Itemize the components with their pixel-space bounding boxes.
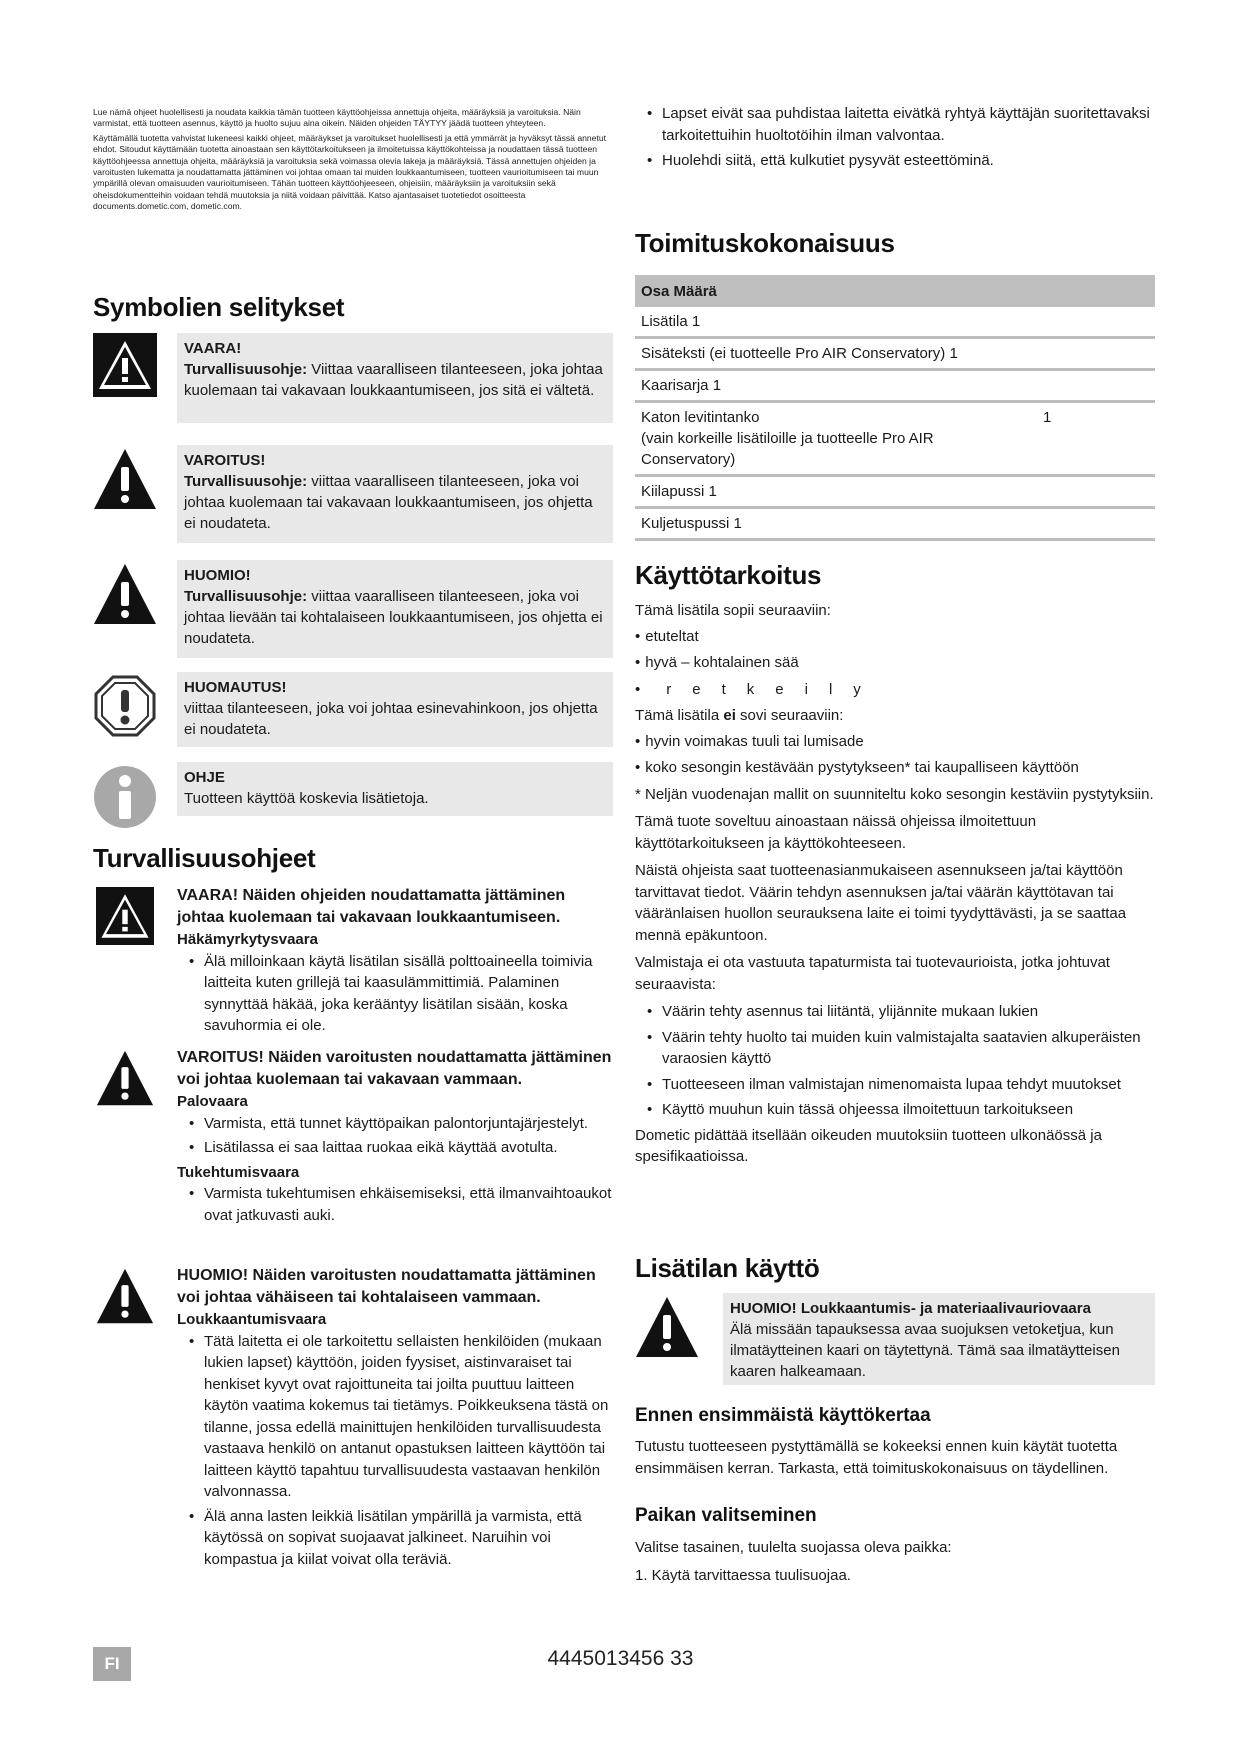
scope-row-2: Sisäteksti (ei tuotteelle Pro AIR Conservatory) 1 xyxy=(635,338,1155,370)
scope-row-6: Kuljetuspussi 1 xyxy=(635,508,1155,540)
purpose-liability-3: • Tuotteeseen ilman valmistajan nimenomaista lupaa tehdyt muutokset xyxy=(635,1074,1155,1096)
site-text: Valitse tasainen, tuulelta suojassa oleva paikka: xyxy=(635,1539,952,1556)
purpose-not-bold: ei xyxy=(723,707,736,724)
table-row xyxy=(635,402,1155,476)
symbol-notice-text: viittaa tilanteeseen, joka voi johtaa esinevahinkoon, jos ohjetta ei noudateta. xyxy=(184,700,598,738)
safety-caution-bullet-1: • Tätä laitetta ei ole tarkoitettu sellaisten henkilöiden (mukaan lukien lapset) käyttöön, joiden fyysiset, aistinvaraiset tai henkiset kyvyt ovat rajoittuneita tai joilta puuttuu laitteen käytön vaatima kokemus tai tietämys. Poikkeuksena tästä on tilanne, jossa edellä mainittujen henkilöiden turvallisuudesta vastaava henkilö on antanut opastuksen laitteen käyttöön tai laitteen käyttö tapahtuu turvallisuudesta vastaavan henkilön valvonnassa. xyxy=(177,1331,613,1503)
symbol-caution-title: HUOMIO! xyxy=(184,567,251,584)
symbol-info-title: OHJE xyxy=(184,769,225,786)
page-number: 4445013456 33 xyxy=(547,1647,694,1670)
purpose-heading: Käyttötarkoitus xyxy=(635,560,822,590)
site-step-1: 1. Käytä tarvittaessa tuulisuojaa. xyxy=(635,1566,851,1584)
purpose-suit-2: • hyvä – kohtalainen sää xyxy=(635,652,1155,674)
notice-octagon-icon xyxy=(93,674,157,738)
scope-table xyxy=(635,275,1155,541)
purpose-paragraph-1: Tämä tuote soveltuu ainoastaan näissä ohjeissa ilmoitettuun käyttötarkoitukseen ja käyttökohteeseen. xyxy=(635,813,1037,852)
symbol-caution-label: Turvallisuusohje: xyxy=(184,588,308,605)
safety-warning-bullet-2: • Lisätilassa ei saa laittaa ruokaa eikä käyttää avotulta. xyxy=(177,1137,613,1159)
table-row xyxy=(635,370,1155,402)
purpose-liability-2: • Väärin tehty huolto tai muiden kuin valmistajalta saatavien alkuperäisten varaosien käyttö xyxy=(635,1027,1155,1070)
purpose-unsuit-1: • hyvin voimakas tuuli tai lumisade xyxy=(635,731,1155,753)
safety-warning-subheading-fire: Palovaara xyxy=(177,1093,248,1110)
purpose-not-pre: Tämä lisätila xyxy=(635,707,724,724)
scope-row-4-qty: 1 xyxy=(1037,402,1155,476)
safety-danger-body xyxy=(177,885,613,1040)
symbol-warning-box xyxy=(177,445,613,543)
intro-paragraph-1: Lue nämä ohjeet huolellisesti ja noudata kaikkia tämän tuotteen käyttöohjeissa annettuja ohjeita, määräyksiä ja varoituksia. Näin varmistat, että tuotteen asennus, käyttö ja huolto sujuu aina oikein. Näiden ohjeiden TÄYTYY jäädä tuotteen yhteyteen. xyxy=(93,107,581,129)
warning-icon xyxy=(93,1049,157,1107)
scope-table-header-cell: Osa Määrä xyxy=(635,275,1155,307)
scope-row-4-name-line2: (vain korkeille lisätiloille ja tuotteelle Pro AIR Conservatory) xyxy=(641,430,934,468)
warning-icon xyxy=(93,447,157,511)
scope-table-header xyxy=(635,275,1155,307)
safety-danger-header: VAARA! Näiden ohjeiden noudattamatta jättäminen johtaa kuolemaan tai vakavaan loukkaantumiseen. xyxy=(177,887,566,926)
safety-danger-bullet: • Älä milloinkaan käytä lisätilan sisällä polttoaineella toimivia laitteita kuten grillejä tai kaasulämmittimiä. Palaminen synnyttää häkää, joka kerääntyy lisätilan sisään, koska savuhormia ei ole. xyxy=(177,951,613,1037)
intro-text xyxy=(93,107,613,216)
safety-continued-bullet-2: • Huolehdi siitä, että kulkutiet pysyvät esteettöminä. xyxy=(635,150,1155,172)
site-body xyxy=(635,1537,1155,1592)
purpose-suit-1: • etuteltat xyxy=(635,626,1155,648)
safety-caution-bullet-2: • Älä anna lasten leikkiä lisätilan ympärillä ja varmista, että käytössä on sopivat suojaavat jalkineet. Naruihin voi kompastua ja kiilat voivat olla teräviä. xyxy=(177,1506,613,1571)
usage-caution-box xyxy=(723,1293,1155,1385)
safety-continued xyxy=(635,103,1155,176)
scope-row-5: Kiilapussi 1 xyxy=(635,476,1155,508)
purpose-not-post: sovi seuraaviin: xyxy=(735,707,844,724)
site-heading: Paikan valitseminen xyxy=(635,1505,817,1526)
caution-icon xyxy=(93,1267,157,1325)
usage-caution-text: Älä missään tapauksessa avaa suojuksen vetoketjua, kun ilmatäytteinen kaari on täytettynä. Tämä saa ilmatäytteisen kaaren halkeamaan. xyxy=(730,1321,1120,1380)
symbol-notice-title: HUOMAUTUS! xyxy=(184,679,287,696)
purpose-note: * Neljän vuodenajan mallit on suunniteltu koko sesongin kestäviin pystytyksiin. xyxy=(635,785,1154,803)
caution-icon xyxy=(93,562,157,626)
scope-row-1: Lisätila 1 xyxy=(635,307,1155,338)
symbol-danger-text: Viittaa vaaralliseen tilanteeseen, joka johtaa kuolemaan tai vakavaan loukkaantumiseen, jos sitä ei vältetä. xyxy=(184,361,603,399)
first-use-heading: Ennen ensimmäistä käyttökertaa xyxy=(635,1405,931,1426)
table-row xyxy=(635,476,1155,508)
purpose-paragraph-2: Näistä ohjeista saat tuotteenasianmukaiseen asennukseen ja/tai käyttöön tarvittavat tiedot. Väärin tehdyn asennuksen ja/tai väärän käyttötavan tai vääränlaisen huollon seurauksena laite ei toimi tyydyttävästi, ja se saattaa mennä epäkuntoon. xyxy=(635,862,1127,944)
safety-heading: Turvallisuusohjeet xyxy=(93,843,316,873)
first-use-text: Tutustu tuotteeseen pystyttämällä se kokeeksi ennen kuin käytät tuotetta ensimmäisen kerran. Tarkasta, että toimituskokonaisuus on täydellinen. xyxy=(635,1438,1118,1477)
usage-caution-title: HUOMIO! Loukkaantumis- ja materiaalivauriovaara xyxy=(730,1300,1091,1317)
purpose-intro: Tämä lisätila sopii seuraaviin: xyxy=(635,602,831,619)
symbol-danger-box xyxy=(177,333,613,423)
purpose-not-intro xyxy=(635,705,1155,727)
purpose-liability-4: • Käyttö muuhun kuin tässä ohjeessa ilmoitettuun tarkoitukseen xyxy=(635,1099,1155,1121)
symbol-warning-text: viittaa vaaralliseen tilanteeseen, joka voi johtaa kuolemaan tai vakavaan loukkaantumiseen, jos ohjetta ei noudateta. xyxy=(184,473,593,532)
symbol-caution-text: viittaa vaaralliseen tilanteeseen, joka voi johtaa lievään tai kohtalaiseen loukkaantumiseen, jos ohjetta ei noudateta. xyxy=(184,588,603,647)
caution-icon xyxy=(635,1295,699,1359)
scope-row-4-name-line1: Katon levitintanko xyxy=(641,409,760,426)
symbol-caution-box xyxy=(177,560,613,658)
safety-caution-subheading: Loukkaantumisvaara xyxy=(177,1311,327,1328)
purpose-paragraph-4: Dometic pidättää itsellään oikeuden muutoksiin tuotteen ulkonäössä ja spesifikaatioissa. xyxy=(635,1126,1102,1165)
purpose-suit-3: • retkeily xyxy=(635,679,1155,701)
table-row xyxy=(635,338,1155,370)
safety-warning-bullet-3: • Varmista tukehtumisen ehkäisemiseksi, että ilmanvaihtoaukot ovat jatkuvasti auki. xyxy=(177,1183,613,1226)
danger-icon xyxy=(93,887,157,945)
safety-warning-header: VAROITUS! Näiden varoitusten noudattamatta jättäminen voi johtaa kuolemaan tai vakavaan vammaan. xyxy=(177,1049,612,1088)
purpose-paragraph-3: Valmistaja ei ota vastuuta tapaturmista tai tuotevaurioista, jotka johtuvat seuraavista: xyxy=(635,954,1110,993)
symbol-info-box xyxy=(177,762,613,816)
symbol-info-text: Tuotteen käyttöä koskevia lisätietoja. xyxy=(184,790,429,807)
symbols-heading: Symbolien selitykset xyxy=(93,292,345,322)
safety-warning-body xyxy=(177,1047,613,1229)
scope-heading: Toimituskokonaisuus xyxy=(635,228,895,258)
safety-danger-subheading: Häkämyrkytysvaara xyxy=(177,931,318,948)
language-badge: FI xyxy=(93,1647,131,1681)
purpose-body xyxy=(635,600,1155,1174)
table-row xyxy=(635,307,1155,338)
symbol-warning-label: Turvallisuusohje: xyxy=(184,473,308,490)
scope-row-3: Kaarisarja 1 xyxy=(635,370,1155,402)
symbol-danger-title: VAARA! xyxy=(184,340,242,357)
safety-warning-subheading-suffocation: Tukehtumisvaara xyxy=(177,1163,300,1181)
safety-caution-body xyxy=(177,1265,613,1573)
purpose-liability-1: • Väärin tehty asennus tai liitäntä, ylijännite mukaan lukien xyxy=(635,1001,1155,1023)
symbol-danger-label: Turvallisuusohje: xyxy=(184,361,308,378)
safety-caution-header: HUOMIO! Näiden varoitusten noudattamatta jättäminen voi johtaa vähäiseen tai kohtalaiseen vammaan. xyxy=(177,1267,596,1306)
symbol-warning-title: VAROITUS! xyxy=(184,452,266,469)
scope-row-4-name xyxy=(635,402,1037,476)
purpose-unsuit-2: • koko sesongin kestävään pystytykseen* tai kaupalliseen käyttöön xyxy=(635,757,1155,779)
table-row xyxy=(635,508,1155,540)
danger-icon xyxy=(93,333,157,397)
symbol-notice-box xyxy=(177,672,613,747)
info-icon xyxy=(93,765,157,829)
usage-heading: Lisätilan käyttö xyxy=(635,1253,820,1283)
safety-warning-bullet-1: • Varmista, että tunnet käyttöpaikan palontorjuntajärjestelyt. xyxy=(177,1113,613,1135)
safety-continued-bullet-1: • Lapset eivät saa puhdistaa laitetta eivätkä ryhtyä käyttäjän suoritettavaksi tarkoitettuihin huoltotöihin ilman valvontaa. xyxy=(635,103,1155,146)
intro-paragraph-2: Käyttämällä tuotetta vahvistat lukeneesi kaikki ohjeet, määräykset ja varoitukset huolellisesti ja että ymmärrät ja hyväksyt tässä annetut ehdot. Sitoudut käyttämään tuotetta ainoastaan sen käyttötarkoitukseen ja ilmoitetuissa käyttökohteissa ja noudattaen tässä tuotteen käyttöohjeessa annettuja ohjeita, määräyksiä ja varoituksia sekä voimassa olevia lakeja ja määräyksiä. Tässä annettujen ohjeiden ja varoitusten lukematta ja noudattamatta jättäminen voi johtaa omaan tai muiden loukkaantumiseen, tuotteen vaurioitumiseen tai muun ympärillä olevan omaisuuden vaurioitumiseen. Tähän tuotteen käyttöohjeeseen, ohjeisiin, määräyksiin ja varoituksiin sekä oheisdokumentteihin voidaan tehdä muutoksia ja niitä voidaan päivittää. Katso ajantasaiset tuotetiedot osoitteesta documents.dometic.com, dometic.com. xyxy=(93,132,607,212)
